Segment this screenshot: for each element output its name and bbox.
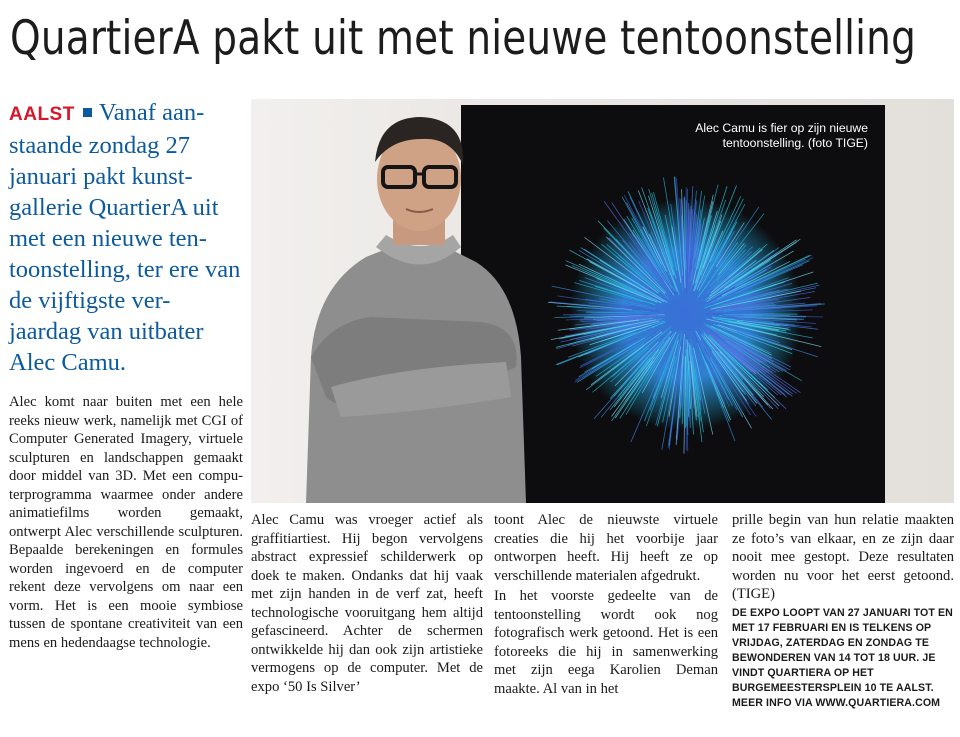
article-column-2: [251, 511, 483, 698]
intro-lead: [9, 97, 242, 378]
portrait-person: [271, 107, 531, 503]
paragraph: Alec Camu was vroeger actief als graffitiartiest. Hij begon vervolgens abstract expressief schilderwerk op doek te maken. Ondanks dat hij vaak met zijn handen in de verf zat, heeft technologische vooruitgang hem altijd gefascineerd. Achter de schermen ontwikkelde hij dan ook zijn artistieke vermogens op de computer. Met de expo ‘50 Is Silver’: [251, 512, 483, 695]
photo-caption-line1: Alec Camu is fier op zijn nieuwe: [695, 121, 868, 135]
article-column-3: [494, 511, 718, 700]
article-column-4: [732, 511, 954, 713]
paragraph: prille begin van hun relatie maakten ze foto’s van elkaar, en ze zijn daar nooit mee gestopt. Deze resultaten worden nu voor het eerst getoond. (TIGE): [732, 512, 954, 602]
digital-sculpture-artwork: [541, 169, 831, 459]
paragraph: toont Alec de nieuwste virtuele creaties die hij het voorbije jaar ontworpen heeft. Hij heeft ze op verschillende materialen afgedrukt.: [494, 512, 718, 584]
photo-caption: [695, 121, 868, 151]
bullet-icon: [83, 108, 92, 117]
intro-text: Vanaf aan- staande zondag 27 januari pakt kunst- gallerie QuartierA uit met een nieuwe ten- toonstelling, ter ere van de vijftigste ver- jaardag van uitbater Alec Camu.: [9, 99, 241, 376]
practical-info: DE EXPO LOOPT VAN 27 JANUARI TOT EN MET 17 FEBRUARI EN IS TELKENS OP VRIJDAG, ZATERDAG EN ZONDAG TE BEWONDEREN VAN 14 TOT 18 UUR. JE VINDT QUARTIERA OP HET BURGEMEESTERSPLEIN 10 TE AALST. MEER INFO VIA WWW.QUARTIERA.COM: [732, 606, 953, 709]
paragraph: In het voorste gedeelte van de tentoonstelling wordt ook nog fotografisch werk getoond. Het is een fotoreeks die hij in samenwerking met zijn eega Karolien Deman maakte. Al van in het: [494, 588, 718, 697]
article-column-1: [9, 393, 243, 654]
headline: QuartierA pakt uit met nieuwe tentoonstelling: [10, 11, 916, 66]
dateline-place: AALST: [9, 104, 75, 125]
article-photo: [251, 99, 954, 503]
paragraph: Alec komt naar buiten met een hele reeks nieuw werk, namelijk met CGI of Computer Generated Imagery, virtuele sculpturen en landschappen gemaakt door middel van 3D. Met een computerprogramma waarmee onder andere animatiefilms worden gemaakt, ontwerpt Alec verschillende sculpturen. Bepaalde berekeningen en formules worden ingevoerd en de computer rekent deze vervolgens om naar een vorm. Het is een mooie symbiose tussen de spontane creativiteit van een mens en hedendaagse technologie.: [9, 394, 243, 651]
photo-caption-line2: tentoonstelling. (foto TIGE): [722, 136, 868, 150]
